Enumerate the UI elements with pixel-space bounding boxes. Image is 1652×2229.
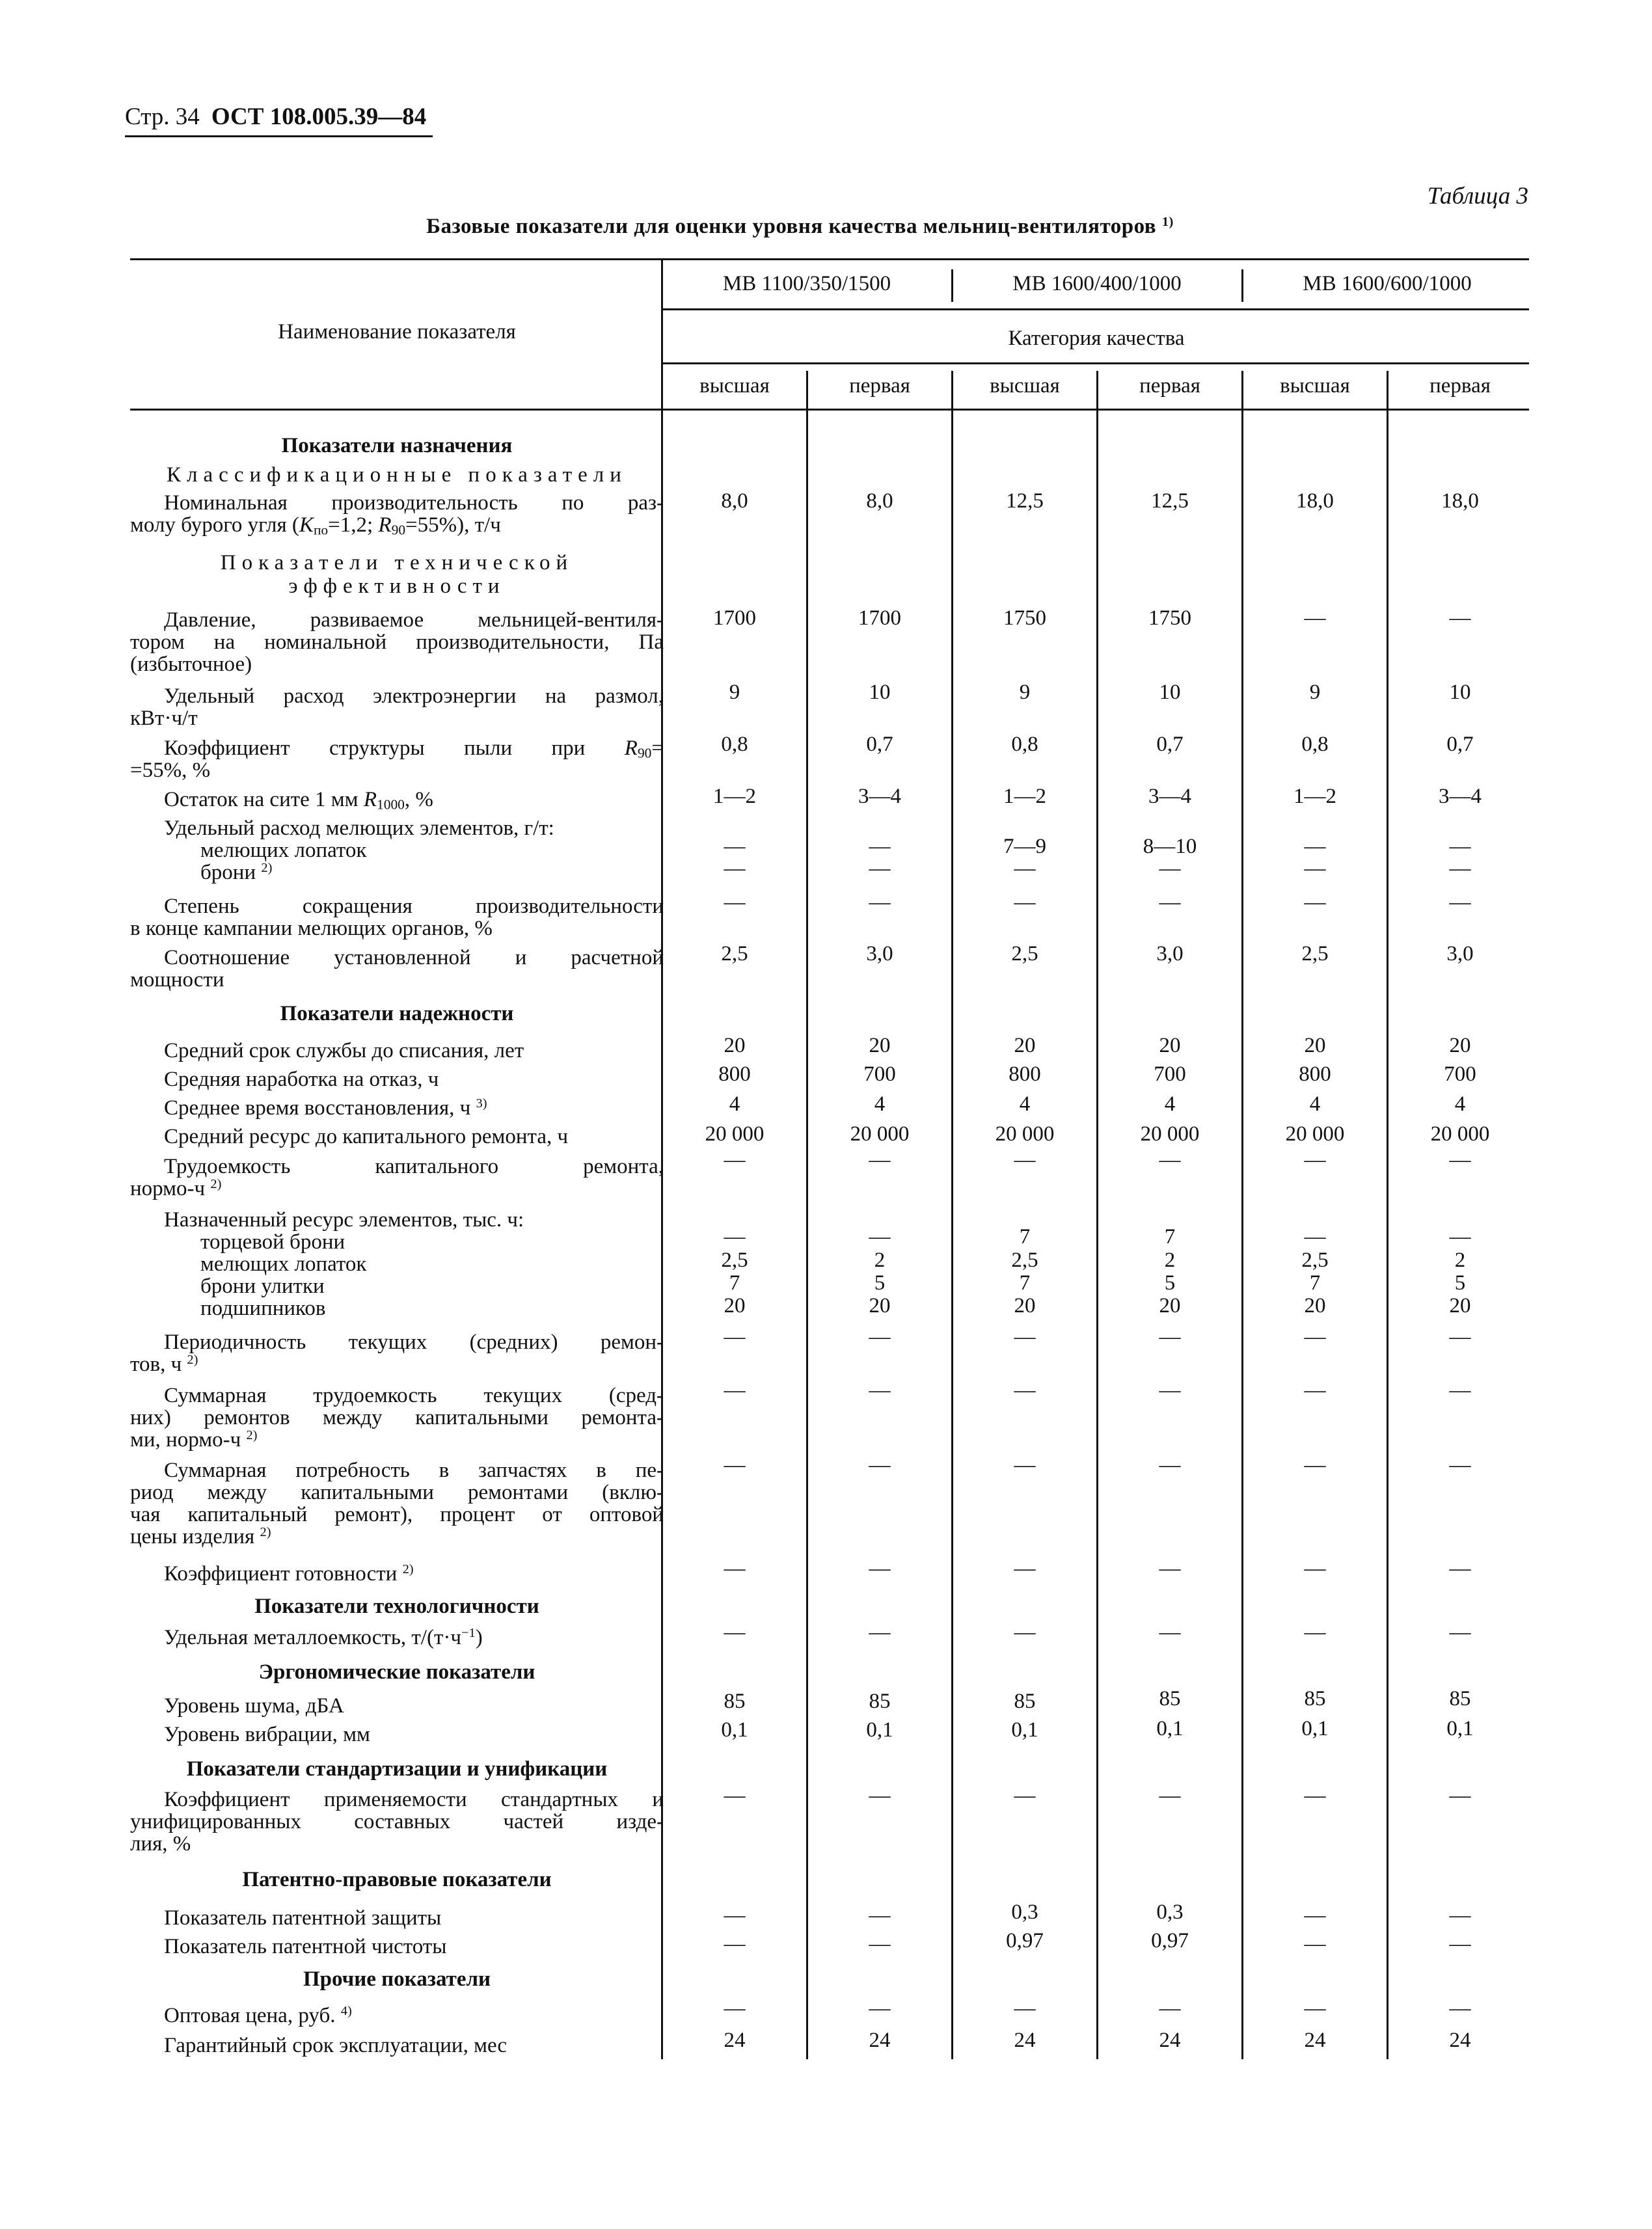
row-mtbf-value: 700	[1444, 1062, 1476, 1086]
row-patent-purity-value: —	[724, 1932, 746, 1956]
row-label-metal-intensity: Удельная металлоемкость, $т/(т\cdot ч^{-1})$	[164, 1625, 483, 1649]
row-bearings-value: 20	[1014, 1294, 1036, 1317]
row-label-repair-labor-2: них) ремонтов между капитальными ремонта-	[130, 1406, 664, 1429]
row-pressure-value: —	[1304, 606, 1326, 630]
row-end-armor-value: 7	[1164, 1225, 1176, 1249]
row-label-grinding-blades: мелющих лопаток	[200, 839, 367, 862]
row-label-spare-parts-2: риод между капитальными ремонтами (вклю-	[130, 1481, 664, 1504]
row-dust-structure-value: 0,8	[1011, 733, 1038, 756]
row-productivity-reduction-value: —	[1304, 891, 1326, 914]
row-recovery-time-value: 4	[729, 1092, 740, 1116]
row-energy-value: 9	[1019, 681, 1031, 704]
row-mtbf-value: 800	[1299, 1062, 1331, 1086]
row-recovery-time-value: 4	[874, 1092, 886, 1116]
row-productivity-reduction-value: —	[1449, 891, 1471, 914]
row-metal-intensity-value: —	[1449, 1621, 1471, 1644]
section-ergonomic: Эргономические показатели	[258, 1660, 535, 1684]
row-volute-armor-value: 7	[729, 1271, 740, 1295]
row-patent-protection-value: —	[869, 1904, 891, 1927]
row-overhaul-labor-value: —	[1304, 1148, 1326, 1172]
row-power-ratio-value: 2,5	[1011, 942, 1038, 966]
row-energy-value: 10	[1449, 681, 1471, 704]
row-repair-period-value: —	[869, 1325, 891, 1349]
row-label-overhaul-labor-2: нормо-ч $^{2)}$	[130, 1176, 222, 1200]
row-armor-value: —	[1014, 857, 1036, 880]
row-blades-value: 2,5	[1301, 1249, 1329, 1272]
row-applicability-value: —	[1449, 1784, 1471, 1807]
category-1: высшая	[699, 374, 770, 398]
row-wholesale-price-value: —	[1014, 1997, 1036, 2020]
page-number: Стр. 34	[125, 103, 200, 130]
section-technical-2: эффективности	[288, 574, 506, 598]
row-patent-purity-value: 0,97	[1151, 1929, 1189, 1952]
row-patent-purity-value: —	[1449, 1932, 1471, 1956]
row-sieve-residue-value: 3—4	[1148, 785, 1191, 808]
row-label-vibration: Уровень вибрации, мм	[164, 1723, 370, 1746]
row-warranty-value: 24	[724, 2029, 746, 2052]
row-patent-purity-value: —	[869, 1932, 891, 1956]
row-volute-armor-value: 5	[1164, 1271, 1176, 1295]
row-mtbf-value: 800	[718, 1062, 751, 1086]
row-label-spare-parts-4: цены изделия $^{2)}$	[130, 1524, 271, 1548]
section-technical-1: Показатели технической	[220, 551, 574, 574]
row-metal-intensity-value: —	[1014, 1621, 1036, 1644]
row-energy-value: 9	[1309, 681, 1321, 704]
row-volute-armor-value: 5	[874, 1271, 886, 1295]
row-service-life-value: 20	[1014, 1034, 1036, 1057]
row-label-noise: Уровень шума, дБА	[164, 1694, 344, 1718]
row-pressure-value: 1700	[713, 606, 756, 630]
row-productivity-value: 12,5	[1006, 489, 1044, 513]
row-dust-structure-value: 0,7	[1446, 733, 1474, 756]
section-standardization: Показатели стандартизации и унификации	[186, 1757, 608, 1781]
row-energy-value: 10	[1159, 681, 1181, 704]
row-label-pressure-3: (избыточное)	[130, 653, 252, 676]
row-end-armor-value: —	[1304, 1225, 1326, 1249]
row-repair-labor-value: —	[1014, 1379, 1036, 1402]
row-label-dust-structure: Коэффициент структуры пыли при $R_{90}=$	[164, 736, 664, 761]
row-armor-value: —	[1304, 857, 1326, 880]
row-repair-period-value: —	[724, 1325, 746, 1349]
row-metal-intensity-value: —	[1304, 1621, 1326, 1644]
row-wholesale-price-value: —	[869, 1997, 891, 2020]
row-label-repair-labor: Суммарная трудоемкость текущих (сред-	[164, 1384, 664, 1407]
row-bearings-value: 20	[1449, 1294, 1471, 1317]
row-overhaul-labor-value: —	[869, 1148, 891, 1172]
model-header-2: МВ 1600/400/1000	[1012, 272, 1182, 295]
row-spare-parts-value: —	[1014, 1453, 1036, 1477]
row-service-life-value: 20	[869, 1034, 891, 1057]
row-overhaul-resource-value: 20 000	[1430, 1122, 1490, 1146]
row-noise-value: 85	[1159, 1687, 1181, 1710]
row-power-ratio-value: 2,5	[721, 942, 748, 966]
row-productivity-reduction-value: —	[1014, 891, 1036, 914]
row-end-armor-value: —	[869, 1225, 891, 1249]
name-column-header: Наименование показателя	[278, 320, 516, 344]
row-label-service-life: Средний срок службы до списания, лет	[164, 1039, 524, 1062]
row-productivity-reduction-value: —	[724, 891, 746, 914]
row-applicability-value: —	[1159, 1784, 1181, 1807]
row-mtbf-value: 700	[1154, 1062, 1186, 1086]
row-label-bearings: подшипников	[200, 1297, 326, 1320]
row-label-mtbf: Средняя наработка на отказ, ч	[164, 1068, 439, 1091]
row-recovery-time-value: 4	[1164, 1092, 1176, 1116]
row-metal-intensity-value: —	[869, 1621, 891, 1644]
row-service-life-value: 20	[1159, 1034, 1181, 1057]
row-label-applicability-2: унифицированных составных частей изде-	[130, 1810, 664, 1833]
section-patent: Патентно-правовые показатели	[242, 1868, 552, 1891]
row-applicability-value: —	[1014, 1784, 1036, 1807]
row-warranty-value: 24	[1304, 2029, 1326, 2052]
row-label-productivity-reduction-2: в конце кампании мелющих органов, %	[130, 917, 493, 940]
row-grinding-blades-value: 7—9	[1003, 835, 1046, 858]
row-power-ratio-value: 3,0	[866, 942, 893, 966]
row-service-life-value: 20	[724, 1034, 746, 1057]
row-power-ratio-value: 3,0	[1446, 942, 1474, 966]
row-service-life-value: 20	[1449, 1034, 1471, 1057]
model-header-1: МВ 1100/350/1500	[722, 272, 891, 295]
row-grinding-blades-value: —	[724, 835, 746, 858]
category-5: высшая	[1280, 374, 1350, 398]
row-noise-value: 85	[1304, 1687, 1326, 1710]
row-service-life-value: 20	[1304, 1034, 1326, 1057]
row-mtbf-value: 700	[863, 1062, 896, 1086]
row-label-productivity-reduction: Степень сокращения производительности	[164, 895, 664, 918]
row-spare-parts-value: —	[1449, 1453, 1471, 1477]
row-repair-period-value: —	[1304, 1325, 1326, 1349]
row-volute-armor-value: 7	[1019, 1271, 1031, 1295]
row-productivity-value: 8,0	[721, 489, 748, 513]
row-label-grinding-elements: Удельный расход мелющих элементов, г/т:	[164, 817, 554, 840]
row-overhaul-labor-value: —	[1449, 1148, 1471, 1172]
row-label-pressure-2: тором на номинальной производительности, Па	[130, 630, 664, 654]
row-vibration-value: 0,1	[1301, 1717, 1329, 1740]
row-availability-value: —	[1014, 1557, 1036, 1580]
row-overhaul-labor-value: —	[1159, 1148, 1181, 1172]
row-blades-value: 2	[874, 1249, 886, 1272]
standard-code: ОСТ 108.005.39—84	[211, 103, 427, 130]
row-armor-value: —	[1159, 857, 1181, 880]
row-overhaul-resource-value: 20 000	[705, 1122, 765, 1146]
row-pressure-value: 1750	[1148, 606, 1191, 630]
row-metal-intensity-value: —	[724, 1621, 746, 1644]
section-technology: Показатели технологичности	[254, 1595, 539, 1618]
row-blades-value: 2	[1454, 1249, 1466, 1272]
row-sieve-residue-value: 1—2	[1003, 785, 1046, 808]
row-label-recovery-time: Среднее время восстановления, ч $^{3)}$	[164, 1096, 487, 1120]
row-overhaul-labor-value: —	[724, 1148, 746, 1172]
row-repair-labor-value: —	[1159, 1379, 1181, 1402]
row-label-dust-structure-2: =55%, %	[130, 759, 211, 782]
row-label-energy-2: кВт·ч/т	[130, 707, 198, 730]
row-vibration-value: 0,1	[721, 1718, 748, 1742]
row-availability-value: —	[869, 1557, 891, 1580]
category-3: высшая	[990, 374, 1060, 398]
row-spare-parts-value: —	[1304, 1453, 1326, 1477]
row-repair-labor-value: —	[1304, 1379, 1326, 1402]
row-dust-structure-value: 0,8	[721, 733, 748, 756]
row-productivity-value: 18,0	[1441, 489, 1479, 513]
row-label-energy: Удельный расход электроэнергии на размол,	[164, 684, 664, 708]
row-patent-protection-value: —	[1304, 1904, 1326, 1927]
row-bearings-value: 20	[1159, 1294, 1181, 1317]
row-volute-armor-value: 7	[1309, 1271, 1321, 1295]
row-productivity-reduction-value: —	[1159, 891, 1181, 914]
row-blades-value: 2,5	[721, 1249, 748, 1272]
row-label-sieve-residue: Остаток на сите 1 мм $R_{1000}$, %	[164, 788, 433, 813]
row-label-spare-parts: Суммарная потребность в запчастях в пе-	[164, 1459, 664, 1482]
row-patent-protection-value: —	[1449, 1904, 1471, 1927]
row-overhaul-resource-value: 20 000	[1140, 1122, 1200, 1146]
row-end-armor-value: —	[724, 1225, 746, 1249]
section-classification: Классификационные показатели	[167, 463, 627, 487]
row-wholesale-price-value: —	[1304, 1997, 1326, 2020]
table-number: Таблица 3	[1427, 183, 1528, 209]
table-title-text: Базовые показатели для оценки уровня качества мельниц-вентиляторов	[426, 215, 1157, 238]
row-availability-value: —	[1304, 1557, 1326, 1580]
category-header: Категория качества	[1008, 327, 1185, 350]
row-label-blades: мелющих лопаток	[200, 1252, 367, 1276]
row-mtbf-value: 800	[1009, 1062, 1041, 1086]
row-end-armor-value: —	[1449, 1225, 1471, 1249]
row-overhaul-resource-value: 20 000	[1285, 1122, 1345, 1146]
row-energy-value: 10	[869, 681, 891, 704]
category-2: первая	[849, 374, 910, 398]
row-label-power-ratio-2: мощности	[130, 968, 224, 992]
row-noise-value: 85	[1014, 1690, 1036, 1713]
row-applicability-value: —	[724, 1784, 746, 1807]
row-repair-labor-value: —	[1449, 1379, 1471, 1402]
row-repair-period-value: —	[1449, 1325, 1471, 1349]
row-power-ratio-value: 2,5	[1301, 942, 1329, 966]
row-availability-value: —	[724, 1557, 746, 1580]
row-energy-value: 9	[729, 681, 740, 704]
row-vibration-value: 0,1	[866, 1718, 893, 1742]
model-header-3: МВ 1600/600/1000	[1303, 272, 1472, 295]
row-recovery-time-value: 4	[1454, 1092, 1466, 1116]
footnote-marker: 1)	[1161, 214, 1174, 229]
row-spare-parts-value: —	[724, 1453, 746, 1477]
row-label-spare-parts-3: чая капитальный ремонт), процент от оптовой	[130, 1503, 664, 1526]
row-recovery-time-value: 4	[1019, 1092, 1031, 1116]
row-wholesale-price-value: —	[1159, 1997, 1181, 2020]
row-label-applicability-3: лия, %	[130, 1832, 191, 1856]
row-sieve-residue-value: 1—2	[1293, 785, 1336, 808]
row-label-productivity-2: молу бурого угля ($K_{по}=1,2$; $R_{90}=55\%$), т/ч	[130, 513, 501, 538]
row-label-armor: брони $^{2)}$	[200, 860, 273, 884]
row-vibration-value: 0,1	[1156, 1717, 1184, 1740]
category-4: первая	[1139, 374, 1200, 398]
row-label-overhaul-labor: Трудоемкость капитального ремонта,	[164, 1155, 664, 1178]
row-patent-protection-value: 0,3	[1011, 1900, 1038, 1924]
row-warranty-value: 24	[869, 2029, 891, 2052]
row-label-volute-armor: брони улитки	[200, 1275, 325, 1298]
row-sieve-residue-value: 1—2	[713, 785, 756, 808]
row-grinding-blades-value: —	[869, 835, 891, 858]
row-overhaul-resource-value: 20 000	[850, 1122, 910, 1146]
category-6: первая	[1429, 374, 1491, 398]
row-pressure-value: 1750	[1003, 606, 1046, 630]
row-label-power-ratio: Соотношение установленной и расчетной	[164, 946, 664, 969]
row-pressure-value: 1700	[858, 606, 901, 630]
row-label-pressure: Давление, развиваемое мельницей-вентиля-	[164, 608, 664, 632]
row-repair-labor-value: —	[724, 1379, 746, 1402]
row-grinding-blades-value: —	[1304, 835, 1326, 858]
row-dust-structure-value: 0,8	[1301, 733, 1329, 756]
row-applicability-value: —	[1304, 1784, 1326, 1807]
row-repair-period-value: —	[1014, 1325, 1036, 1349]
row-spare-parts-value: —	[869, 1453, 891, 1477]
row-spare-parts-value: —	[1159, 1453, 1181, 1477]
row-armor-value: —	[1449, 857, 1471, 880]
row-label-availability: Коэффициент готовности $^{2)}$	[164, 1561, 414, 1586]
row-label-patent-protection: Показатель патентной защиты	[164, 1906, 442, 1930]
row-recovery-time-value: 4	[1309, 1092, 1321, 1116]
row-availability-value: —	[1159, 1557, 1181, 1580]
row-patent-protection-value: 0,3	[1156, 1900, 1184, 1924]
row-noise-value: 85	[1449, 1687, 1471, 1710]
row-label-overhaul-resource: Средний ресурс до капитального ремонта, ч	[164, 1125, 569, 1148]
row-dust-structure-value: 0,7	[866, 733, 893, 756]
row-sieve-residue-value: 3—4	[858, 785, 901, 808]
row-noise-value: 85	[724, 1690, 746, 1713]
row-label-repair-period: Периодичность текущих (средних) ремон-	[164, 1331, 664, 1354]
row-label-repair-labor-3: ми, нормо-ч $^{2)}$	[130, 1427, 258, 1452]
row-overhaul-labor-value: —	[1014, 1148, 1036, 1172]
row-grinding-blades-value: 8—10	[1143, 835, 1197, 858]
row-bearings-value: 20	[724, 1294, 746, 1317]
row-availability-value: —	[1449, 1557, 1471, 1580]
row-warranty-value: 24	[1159, 2029, 1181, 2052]
row-label-end-armor: торцевой брони	[200, 1230, 345, 1254]
row-overhaul-resource-value: 20 000	[995, 1122, 1055, 1146]
row-repair-labor-value: —	[869, 1379, 891, 1402]
section-reliability: Показатели надежности	[280, 1002, 514, 1025]
row-wholesale-price-value: —	[1449, 1997, 1471, 2020]
row-pressure-value: —	[1449, 606, 1471, 630]
row-label-applicability: Коэффициент применяемости стандартных и	[164, 1788, 664, 1811]
row-blades-value: 2	[1164, 1249, 1176, 1272]
row-warranty-value: 24	[1449, 2029, 1471, 2052]
row-grinding-blades-value: —	[1449, 835, 1471, 858]
row-productivity-value: 12,5	[1151, 489, 1189, 513]
row-label-productivity: Номинальная производительность по раз-	[164, 491, 664, 515]
row-vibration-value: 0,1	[1446, 1717, 1474, 1740]
row-productivity-reduction-value: —	[869, 891, 891, 914]
row-dust-structure-value: 0,7	[1156, 733, 1184, 756]
row-productivity-value: 8,0	[866, 489, 893, 513]
row-productivity-value: 18,0	[1296, 489, 1334, 513]
row-label-wholesale-price: Оптовая цена, руб. $^{4)}$	[164, 2003, 352, 2027]
row-bearings-value: 20	[869, 1294, 891, 1317]
row-wholesale-price-value: —	[724, 1997, 746, 2020]
row-armor-value: —	[869, 857, 891, 880]
row-end-armor-value: 7	[1019, 1225, 1031, 1249]
row-warranty-value: 24	[1014, 2029, 1036, 2052]
row-applicability-value: —	[869, 1784, 891, 1807]
row-label-warranty: Гарантийный срок эксплуатации, мес	[164, 2034, 508, 2057]
row-bearings-value: 20	[1304, 1294, 1326, 1317]
row-metal-intensity-value: —	[1159, 1621, 1181, 1644]
row-patent-purity-value: 0,97	[1006, 1929, 1044, 1952]
row-label-repair-period-2: тов, ч $^{2)}$	[130, 1352, 198, 1376]
row-armor-value: —	[724, 857, 746, 880]
row-repair-period-value: —	[1159, 1325, 1181, 1349]
row-noise-value: 85	[869, 1690, 891, 1713]
section-other: Прочие показатели	[303, 1967, 491, 1991]
row-label-patent-purity: Показатель патентной чистоты	[164, 1935, 447, 1958]
row-patent-purity-value: —	[1304, 1932, 1326, 1956]
row-sieve-residue-value: 3—4	[1439, 785, 1482, 808]
row-power-ratio-value: 3,0	[1156, 942, 1184, 966]
row-blades-value: 2,5	[1011, 1249, 1038, 1272]
row-volute-armor-value: 5	[1454, 1271, 1466, 1295]
row-label-assigned-resource: Назначенный ресурс элементов, тыс. ч:	[164, 1208, 524, 1232]
row-vibration-value: 0,1	[1011, 1718, 1038, 1742]
section-purpose: Показатели назначения	[281, 434, 513, 457]
row-patent-protection-value: —	[724, 1904, 746, 1927]
